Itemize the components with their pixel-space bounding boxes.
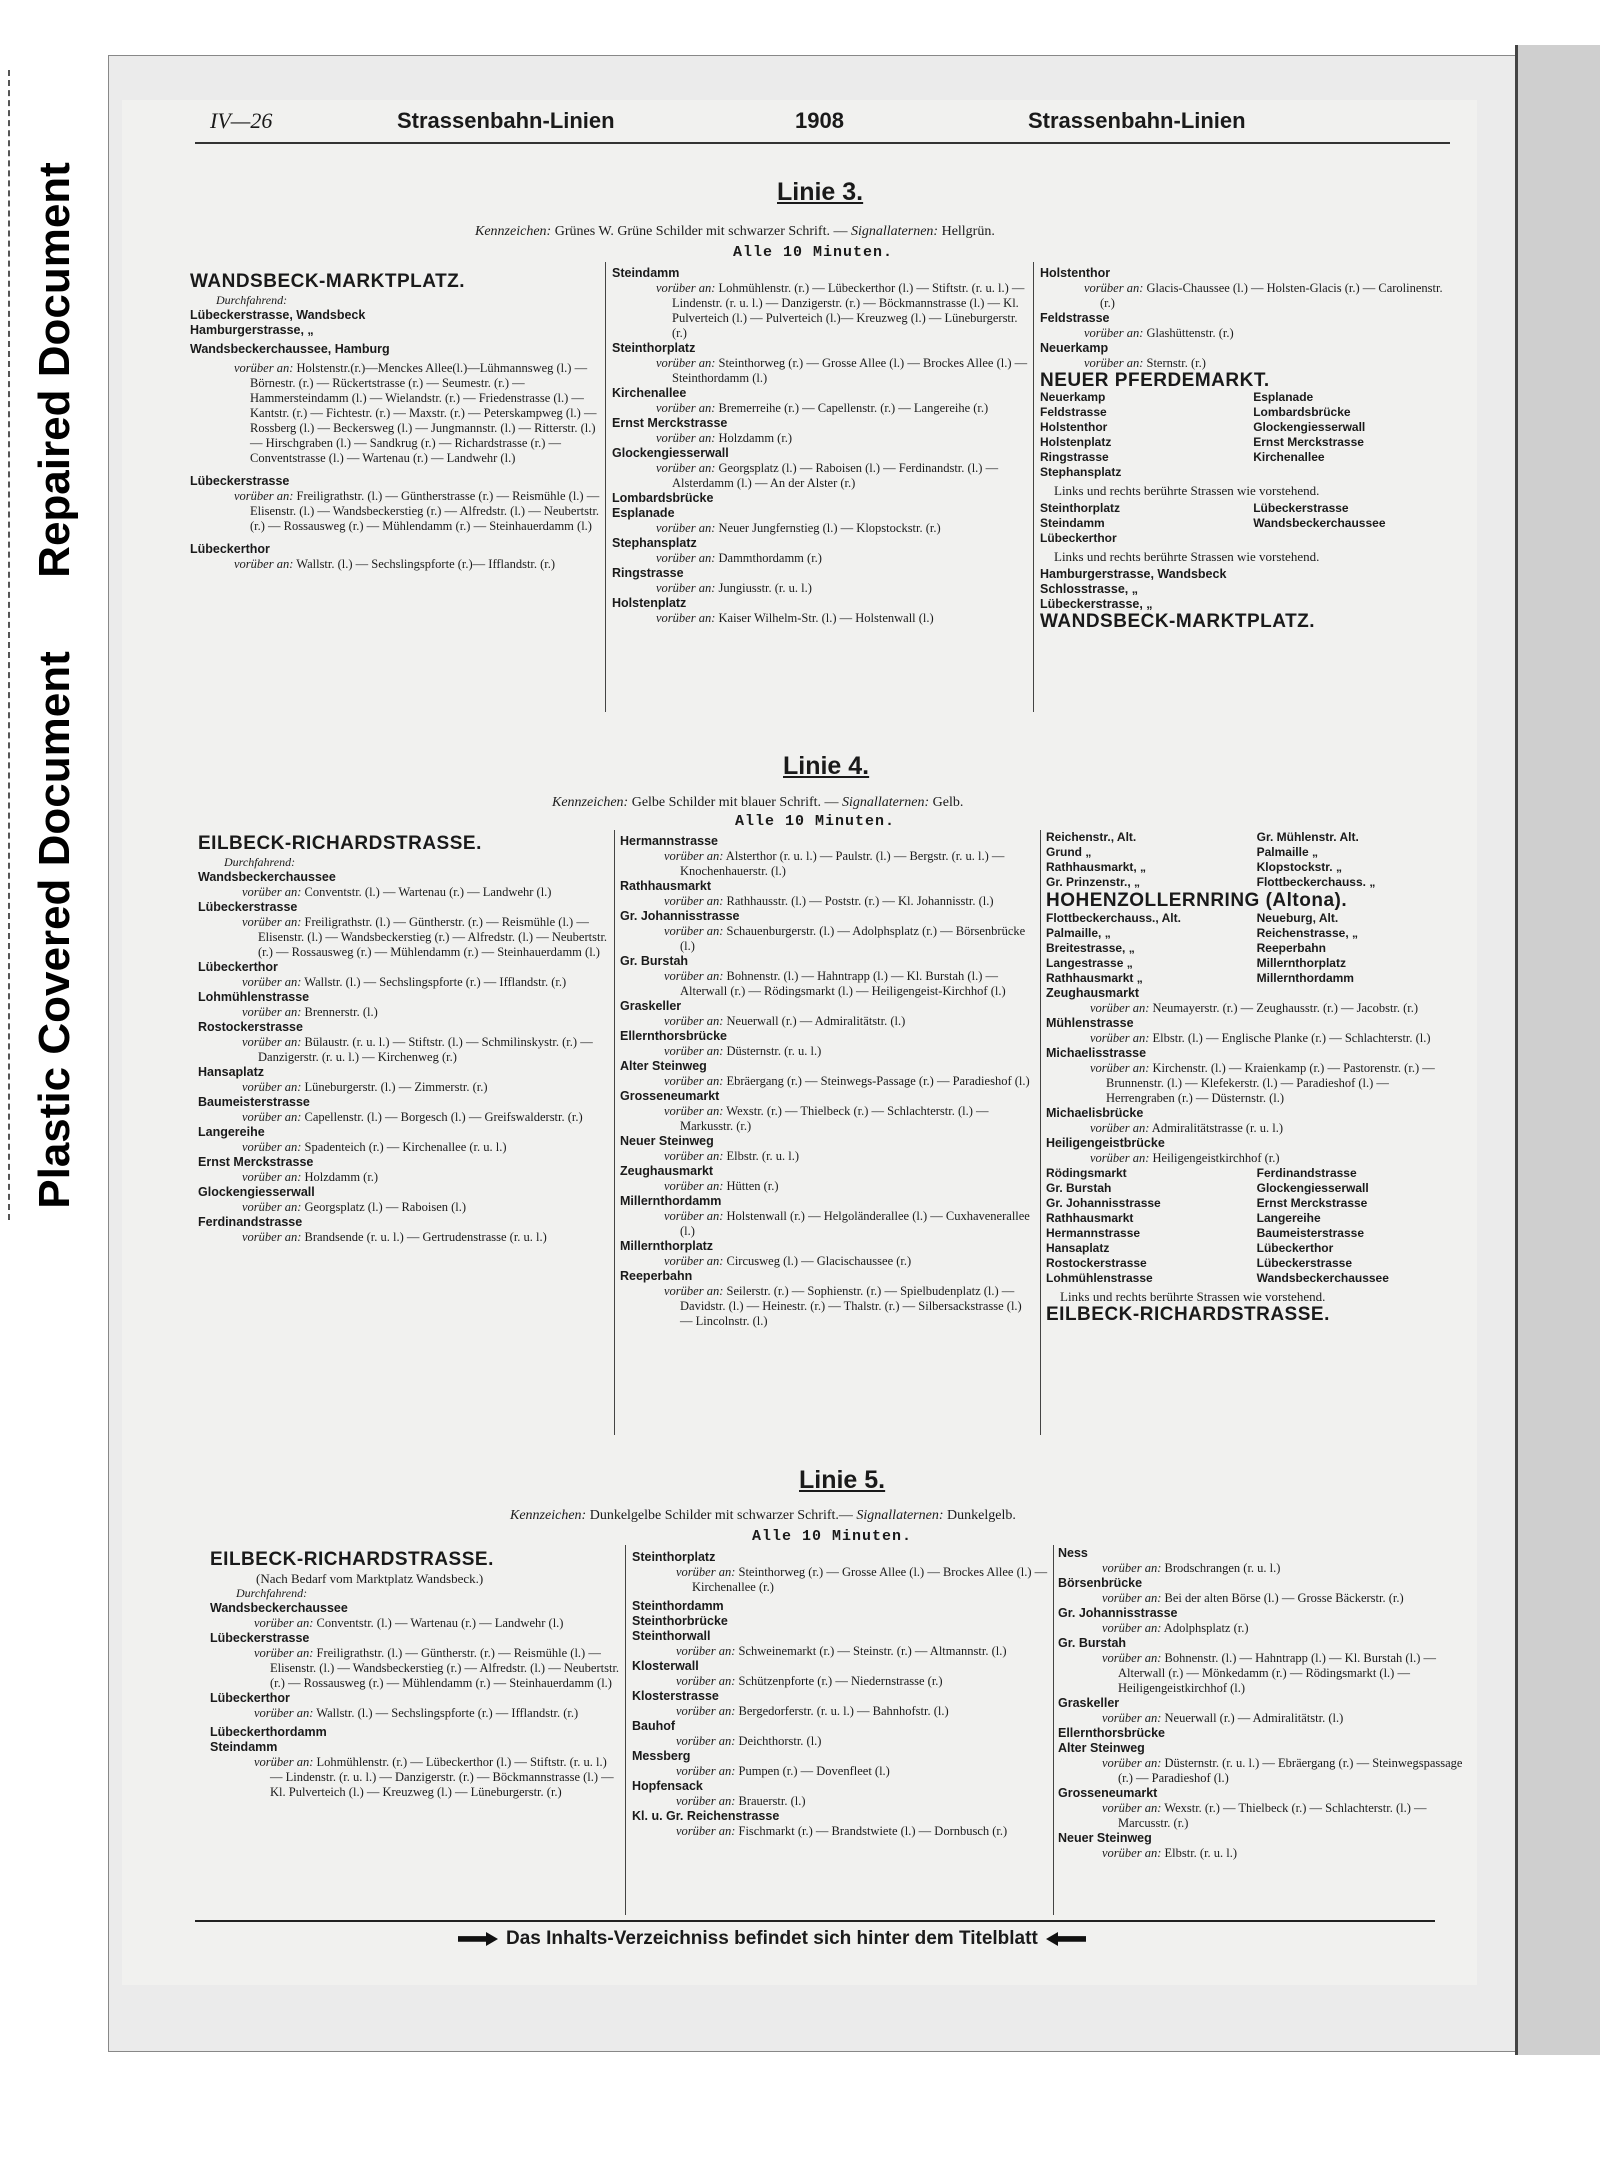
via-list: vorüber an: Wexstr. (r.) — Thielbeck (r.) — Schlachterstr. (l.) — Markusstr. (r.)	[664, 1104, 989, 1133]
linie3-col1	[190, 270, 600, 572]
stop: Steinthorplatz	[632, 1550, 716, 1564]
stop-pair-row	[1046, 1241, 1451, 1256]
via-list: vorüber an: Glashüttenstr. (r.)	[1084, 326, 1234, 340]
via-list: vorüber an: Freiligrathstr. (l.) — Güntherstr. (r.) — Reismühle (l.) — Elisenstr. (l.) — Wandsbeckerstieg (r.) — Alfredstr. (l.) — Neubertstr. (r.) — Rossausweg (r.) — Mühlendamm (r.) — Steinhauerdamm (l.)	[254, 1646, 620, 1690]
stop	[1253, 465, 1450, 480]
stop: Zeughausmarkt	[620, 1164, 714, 1178]
header-title-left: Strassenbahn-Linien	[397, 108, 615, 133]
column-rule	[1033, 262, 1034, 712]
via-list: vorüber an: Holzdamm (r.)	[656, 431, 793, 445]
stop: Graskeller	[620, 999, 682, 1013]
via-list: vorüber an: Holstenstr.(r.)—Menckes Allee(l.)—Lühmannsweg (l.) — Börnestr. (r.) — Rückertstrasse (r.) — Seumestr. (r.) — Hammersteindamm (l.) — Wielandstr. (r.) — Friedenstrasse (l.) — Kantstr. (r.) — Fichtestr. (r.) — Maxstr. (r.) — Peterskampweg (l.) — Rossberg (l.) — Beckersweg (l.) — Jungmannstr. (l.) — Ritterstr. (l.) — Hirschgraben (l.) — Sandkrug (r.) — Richardstrasse (r.) — Conventstrasse (l.) — Wartenau (r.) — Landwehr (l.)	[234, 361, 597, 465]
stop-pair-row	[1040, 450, 1450, 465]
via-list: vorüber an: Düsternstr. (r. u. l.)	[664, 1044, 822, 1058]
note: Links und rechts berührte Strassen wie vorstehend.	[1054, 549, 1320, 564]
stop: Lübeckerthor	[190, 542, 270, 556]
stop: Grosseneumarkt	[620, 1089, 720, 1103]
stop: Lombardsbrücke	[1253, 405, 1351, 419]
stop: Hamburgerstrasse, „	[190, 323, 314, 337]
stop: Millernthorplatz	[1256, 956, 1346, 970]
note: Links und rechts berührte Strassen wie vorstehend.	[1060, 1289, 1326, 1304]
stop: Klopstockstr. „	[1256, 860, 1342, 874]
stop-pair-row	[1046, 845, 1451, 860]
stop: Hopfensack	[632, 1779, 703, 1793]
via-list: vorüber an: Wexstr. (r.) — Thielbeck (r.) — Schlachterstr. (l.) — Marcusstr. (r.)	[1102, 1801, 1427, 1830]
page-edge	[1515, 45, 1600, 2055]
linie3-start: WANDSBECK-MARKTPLATZ.	[190, 271, 466, 292]
stop: Wandsbeckerchaussee	[1253, 516, 1386, 530]
stop: Millernthordamm	[1256, 971, 1354, 985]
stop: Klosterwall	[632, 1659, 699, 1673]
stop-pair-row	[1046, 875, 1451, 890]
stop-pair-row	[1040, 405, 1450, 420]
via-list: vorüber an: Brandsende (r. u. l.) — Gertrudenstrasse (r. u. l.)	[242, 1230, 547, 1244]
stop-pair-row	[1046, 1166, 1451, 1181]
stop: Holstenthor	[1040, 266, 1111, 280]
stop	[1253, 531, 1450, 546]
linie5-frequency: Alle 10 Minuten.	[752, 1528, 913, 1545]
column-rule	[614, 830, 615, 1435]
stop: Alter Steinweg	[1058, 1741, 1145, 1755]
pointing-hand-icon	[458, 1932, 498, 1946]
stop: Steindamm	[612, 266, 680, 280]
stop: Lübeckerthor	[1256, 1241, 1334, 1255]
via-list: vorüber an: Hütten (r.)	[664, 1179, 779, 1193]
stop: Lübeckerthor	[1040, 531, 1117, 545]
via-list: vorüber an: Brauerstr. (l.)	[676, 1794, 806, 1808]
stop: Feldstrasse	[1040, 311, 1110, 325]
stop: Heiligengeistbrücke	[1046, 1136, 1165, 1150]
stop-pairs	[1046, 1166, 1451, 1286]
stop: Wandsbeckerchaussee	[210, 1601, 348, 1615]
stop: Ness	[1058, 1546, 1088, 1560]
column-rule	[605, 262, 606, 712]
stop-pair-row	[1040, 465, 1450, 480]
via-list: vorüber an: Georgsplatz (l.) — Raboisen (l.)	[242, 1200, 467, 1214]
stop: Stephansplatz	[612, 536, 697, 550]
linie3-title: Linie 3.	[777, 178, 864, 206]
stop: Holstenthor	[1040, 420, 1108, 434]
stop: Rathhausmarkt, „	[1046, 860, 1147, 874]
durchfahrend-label: Durchfahrend:	[224, 855, 296, 869]
stop: Glockengiesserwall	[612, 446, 729, 460]
via-list: vorüber an: Schweinemarkt (r.) — Steinstr. (r.) — Altmannstr. (l.)	[676, 1644, 1007, 1658]
via-list: vorüber an: Steinthorweg (r.) — Grosse Allee (l.) — Brockes Allee (l.) — Steinthordamm (l.)	[656, 356, 1028, 385]
via-list: vorüber an: Ebräergang (r.) — Steinwegs-Passage (r.) — Paradieshof (l.)	[664, 1074, 1030, 1088]
stop: Ringstrasse	[612, 566, 684, 580]
via-list: vorüber an: Georgsplatz (l.) — Raboisen (l.) — Ferdinandstr. (l.) — Alsterdamm (l.) — An der Alster (r.)	[656, 461, 999, 490]
subtitle: (Nach Bedarf vom Marktplatz Wandsbeck.)	[256, 1571, 484, 1586]
linie5-col1	[210, 1548, 620, 1800]
via-list: vorüber an: Fischmarkt (r.) — Brandstwiete (l.) — Dornbusch (r.)	[676, 1824, 1008, 1838]
stop: Rathhausmarkt	[620, 879, 711, 893]
via-list: vorüber an: Schützenpforte (r.) — Niedernstrasse (r.)	[676, 1674, 943, 1688]
stop-pair-row	[1040, 516, 1450, 531]
stop: Schlosstrasse, „	[1040, 582, 1138, 596]
stop: Neuerkamp	[1040, 341, 1109, 355]
via-list: vorüber an: Elbstr. (r. u. l.)	[1102, 1846, 1238, 1860]
stop: Holstenplatz	[1040, 435, 1112, 449]
stop: Lübeckerstrasse	[210, 1631, 310, 1645]
stop-pair-row	[1040, 420, 1450, 435]
stop: Glockengiesserwall	[198, 1185, 315, 1199]
linie4-start: EILBECK-RICHARDSTRASSE.	[198, 833, 482, 854]
stop: Kirchenallee	[612, 386, 687, 400]
via-list: vorüber an: Schauenburgerstr. (l.) — Adolphsplatz (r.) — Börsenbrücke (l.)	[664, 924, 1026, 953]
linie3-col2	[612, 266, 1030, 626]
stop: Kirchenallee	[1253, 450, 1325, 464]
linie4-endpoint: HOHENZOLLERNRING (Altona).	[1046, 890, 1348, 911]
linie3-frequency: Alle 10 Minuten.	[733, 244, 894, 261]
stop: Ferdinandstrasse	[1256, 1166, 1357, 1180]
via-list: vorüber an: Sternstr. (r.)	[1084, 356, 1206, 370]
stop: Zeughausmarkt	[1046, 986, 1140, 1000]
via-list: vorüber an: Spadenteich (r.) — Kirchenallee (r. u. l.)	[242, 1140, 507, 1154]
stop: Glockengiesserwall	[1256, 1181, 1369, 1195]
stop: Baumeisterstrasse	[1256, 1226, 1365, 1240]
note: Links und rechts berührte Strassen wie vorstehend.	[1054, 483, 1320, 498]
stop: Grosseneumarkt	[1058, 1786, 1158, 1800]
stop-pair-row	[1046, 860, 1451, 875]
linie3-final: WANDSBECK-MARKTPLATZ.	[1040, 611, 1316, 632]
via-list: vorüber an: Alsterthor (r. u. l.) — Paulstr. (l.) — Bergstr. (r. u. l.) — Knochenhauerstr. (l.)	[664, 849, 1005, 878]
via-list: vorüber an: Bohnenstr. (l.) — Hahntrapp (l.) — Kl. Burstah (l.) — Alterwall (r.) — Rödingsmarkt (l.) — Heiligengeist-Kirchhof (l.)	[664, 969, 1006, 998]
stop: Gr. Burstah	[620, 954, 689, 968]
stop: Steinthorplatz	[1040, 501, 1120, 515]
stop: Steindamm	[1040, 516, 1105, 530]
stop: Flottbeckerchauss., Alt.	[1046, 911, 1181, 925]
stop: Esplanade	[1253, 390, 1314, 404]
footer-note	[450, 1928, 1094, 1950]
via-list: vorüber an: Düsternstr. (r. u. l.) — Ebräergang (r.) — Steinwegspassage (r.) — Paradieshof (l.)	[1102, 1756, 1463, 1785]
stop: Neuer Steinweg	[1058, 1831, 1152, 1845]
stop: Graskeller	[1058, 1696, 1120, 1710]
stop: Langestrasse „	[1046, 956, 1133, 970]
stop-pair-row	[1046, 1226, 1451, 1241]
via-list: vorüber an: Admiralitätstrasse (r. u. l.)	[1090, 1121, 1284, 1135]
column-rule	[1053, 1545, 1054, 1915]
stop: Langereihe	[1256, 1211, 1321, 1225]
linie4-col1	[198, 832, 610, 1245]
stop: Feldstrasse	[1040, 405, 1107, 419]
stop-pairs	[1040, 390, 1450, 480]
via-list: vorüber an: Circusweg (l.) — Glacischaussee (r.)	[664, 1254, 912, 1268]
stop: Millernthordamm	[620, 1194, 722, 1208]
linie4-col2	[620, 834, 1036, 1329]
via-list: vorüber an: Pumpen (r.) — Dovenfleet (l.)	[676, 1764, 890, 1778]
repaired-document-label: Repaired Document	[30, 162, 80, 578]
stop: Baumeisterstrasse	[198, 1095, 310, 1109]
via-list: vorüber an: Wallstr. (l.) — Sechslingspforte (r.)— Ifflandstr. (r.)	[234, 557, 556, 571]
stop: Steinthorplatz	[612, 341, 696, 355]
via-list: vorüber an: Brodschrangen (r. u. l.)	[1102, 1561, 1281, 1575]
stop: Neuer Steinweg	[620, 1134, 714, 1148]
stop-pair-row	[1040, 501, 1450, 516]
header-rule	[195, 142, 1450, 144]
stop: Reichenstrasse, „	[1256, 926, 1358, 940]
via-list: vorüber an: Seilerstr. (r.) — Sophienstr. (r.) — Spielbudenplatz (l.) — Davidstr. (l.) — Heinestr. (r.) — Thalstr. (r.) — Silbersackstrasse (l.) — Lincolnstr. (l.)	[664, 1284, 1022, 1328]
pointing-hand-icon	[1046, 1932, 1086, 1946]
stop: Ellernthorsbrücke	[1058, 1726, 1165, 1740]
stop: Palmaille, „	[1046, 926, 1111, 940]
linie5-start: EILBECK-RICHARDSTRASSE.	[210, 1549, 494, 1570]
via-list: vorüber an: Capellenstr. (l.) — Borgesch (l.) — Greifswalderstr. (r.)	[242, 1110, 583, 1124]
via-list: vorüber an: Holstenwall (r.) — Helgoländerallee (l.) — Cuxhavenerallee (l.)	[664, 1209, 1030, 1238]
via-list: vorüber an: Kirchenstr. (l.) — Kraienkamp (r.) — Pastorenstr. (r.) — Brunnenstr. (l.) — Klefekerstr. (l.) — Paradieshof (l.) — Herrengraben (r.) — Düsternstr. (l.)	[1090, 1061, 1435, 1105]
header-title-right: Strassenbahn-Linien	[1028, 108, 1246, 133]
stop: Ernst Merckstrasse	[198, 1155, 314, 1169]
stop: Reeperbahn	[620, 1269, 693, 1283]
page-number: IV—26	[210, 108, 273, 133]
stop: Gr. Johannisstrasse	[1046, 1196, 1161, 1210]
stop: Ellernthorsbrücke	[620, 1029, 727, 1043]
stop-pair-row	[1046, 956, 1451, 971]
stop-pair-row	[1046, 1196, 1451, 1211]
stop-pair-row	[1046, 1211, 1451, 1226]
stop: Lohmühlenstrasse	[1046, 1271, 1153, 1285]
stop-pair-row	[1046, 941, 1451, 956]
stop: Grund „	[1046, 845, 1092, 859]
via-list: vorüber an: Lohmühlenstr. (r.) — Lübeckerthor (l.) — Stiftstr. (r. u. l.) — Lindenstr. (r. u. l.) — Danzigerstr. (r.) — Böckmannstrasse (l.) — Kl. Pulverteich (l.) — Kreuzweg (l.) — Lüneburgerstr. (r.)	[254, 1755, 614, 1799]
via-list: vorüber an: Bülaustr. (r. u. l.) — Stiftstr. (l.) — Schmilinskystr. (r.) — Danzigerstr. (r. u. l.) — Kirchenweg (r.)	[242, 1035, 593, 1064]
stop: Ernst Merckstrasse	[1256, 1196, 1368, 1210]
via-list: vorüber an: Bremerreihe (r.) — Capellenstr. (r.) — Langereihe (r.)	[656, 401, 989, 415]
stop: Ernst Merckstrasse	[1253, 435, 1364, 449]
via-list: vorüber an: Neumayerstr. (r.) — Zeughausstr. (r.) — Jacobstr. (r.)	[1090, 1001, 1419, 1015]
stop: Gr. Johannisstrasse	[620, 909, 740, 923]
stop-pair-row	[1046, 911, 1451, 926]
linie5-kennzeichen: Kennzeichen: Dunkelgelbe Schilder mit schwarzer Schrift.— Signallaternen: Dunkelgelb.	[510, 1508, 1016, 1523]
stop: Gr. Burstah	[1046, 1181, 1112, 1195]
stop: Ernst Merckstrasse	[612, 416, 728, 430]
via-list: vorüber an: Rathhausstr. (l.) — Poststr. (r.) — Kl. Johannisstr. (l.)	[664, 894, 994, 908]
column-rule	[625, 1545, 626, 1915]
linie4-kennzeichen: Kennzeichen: Gelbe Schilder mit blauer Schrift. — Signallaternen: Gelb.	[552, 795, 964, 810]
via-list: vorüber an: Conventstr. (l.) — Wartenau (r.) — Landwehr (l.)	[254, 1616, 564, 1630]
stop: Messberg	[632, 1749, 691, 1763]
linie3-endpoint: NEUER PFERDEMARKT.	[1040, 370, 1270, 391]
linie4-title: Linie 4.	[783, 752, 870, 780]
stop-pair-row	[1046, 926, 1451, 941]
linie4-col3	[1046, 830, 1451, 1324]
stop: Flottbeckerchauss. „	[1256, 875, 1376, 889]
linie3-col3	[1040, 266, 1450, 631]
via-list: vorüber an: Wallstr. (l.) — Sechslingspforte (r.) — Ifflandstr. (r.)	[242, 975, 567, 989]
stop: Rostockerstrasse	[198, 1020, 303, 1034]
stop: Bauhof	[632, 1719, 676, 1733]
stop: Gr. Prinzenstr., „	[1046, 875, 1141, 889]
stop: Rathhausmarkt	[1046, 1211, 1134, 1225]
stop: Rathhausmarkt „	[1046, 971, 1143, 985]
via-list: vorüber an: Glacis-Chaussee (l.) — Holsten-Glacis (r.) — Carolinenstr. (r.)	[1084, 281, 1443, 310]
stop: Holstenplatz	[612, 596, 687, 610]
stop-pair-row	[1046, 1256, 1451, 1271]
via-list: vorüber an: Bei der alten Börse (l.) — Grosse Bäckerstr. (r.)	[1102, 1591, 1404, 1605]
stop: Rödingsmarkt	[1046, 1166, 1127, 1180]
via-list: vorüber an: Freiligrathstr. (l.) — Güntherstr. (r.) — Reismühle (l.) — Elisenstr. (l.) — Wandsbeckerstieg (r.) — Alfredstr. (l.) — Neubertstr. (r.) — Rossausweg (r.) — Mühlendamm (r.) — Steinhauerdamm (l.)	[242, 915, 608, 959]
via-list: vorüber an: Lüneburgerstr. (l.) — Zimmerstr. (r.)	[242, 1080, 488, 1094]
stop: Stephansplatz	[1040, 465, 1122, 479]
via-list: vorüber an: Adolphsplatz (r.)	[1102, 1621, 1249, 1635]
via-list: vorüber an: Elbstr. (r. u. l.)	[664, 1149, 800, 1163]
stop-pair-row	[1046, 1271, 1451, 1286]
stop: Gr. Burstah	[1058, 1636, 1127, 1650]
stop: Reichenstr., Alt.	[1046, 830, 1137, 844]
stop: Gr. Johannisstrasse	[1058, 1606, 1178, 1620]
stop: Rostockerstrasse	[1046, 1256, 1147, 1270]
linie5-col3	[1058, 1546, 1470, 1861]
stop-pairs	[1046, 830, 1451, 890]
stop-pair-row	[1040, 531, 1450, 546]
stop-pair-row	[1046, 830, 1451, 845]
stop: Langereihe	[198, 1125, 265, 1139]
stop-pair-row	[1046, 971, 1451, 986]
column-rule	[1040, 830, 1041, 1435]
stop-pairs	[1046, 911, 1451, 986]
stop: Reeperbahn	[1256, 941, 1326, 955]
stop: Klosterstrasse	[632, 1689, 719, 1703]
stop: Glockengiesserwall	[1253, 420, 1366, 434]
stop-pair-row	[1040, 390, 1450, 405]
via-list: vorüber an: Kaiser Wilhelm-Str. (l.) — Holstenwall (l.)	[656, 611, 934, 625]
via-list: vorüber an: Steinthorweg (r.) — Grosse Allee (l.) — Brockes Allee (l.) — Kirchenallee (r.)	[676, 1565, 1048, 1594]
stop-pairs	[1040, 501, 1450, 546]
stop: Breitestrasse, „	[1046, 941, 1135, 955]
linie3-kennzeichen: Kennzeichen: Grünes W. Grüne Schilder mit schwarzer Schrift. — Signallaternen: Hellgrün.	[475, 224, 995, 239]
via-list: vorüber an: Brennerstr. (l.)	[242, 1005, 378, 1019]
footer-rule	[195, 1920, 1435, 1922]
stop: Lübeckerthor	[198, 960, 278, 974]
stop: Börsenbrücke	[1058, 1576, 1143, 1590]
plastic-covered-label: Plastic Covered Document	[30, 651, 79, 1209]
stop: Hansaplatz	[1046, 1241, 1110, 1255]
stop: Lübeckerstrasse	[198, 900, 298, 914]
via-list: vorüber an: Deichthorstr. (l.)	[676, 1734, 822, 1748]
header-year: 1908	[795, 108, 844, 133]
stop: Ferdinandstrasse	[198, 1215, 303, 1229]
stop: Alter Steinweg	[620, 1059, 707, 1073]
stop: Hermannstrasse	[1046, 1226, 1141, 1240]
stop: Mühlenstrasse	[1046, 1016, 1134, 1030]
stop: Michaelisbrücke	[1046, 1106, 1144, 1120]
via-list: vorüber an: Wallstr. (l.) — Sechslingspforte (r.) — Ifflandstr. (r.)	[254, 1706, 579, 1720]
stop: Steinthordamm	[632, 1599, 724, 1613]
stop-pair-row	[1046, 1181, 1451, 1196]
via-list: vorüber an: Holzdamm (r.)	[242, 1170, 379, 1184]
via-list: vorüber an: Bohnenstr. (l.) — Hahntrapp (l.) — Kl. Burstah (l.) — Alterwall (r.) — Mönkedamm (r.) — Rödingsmarkt (l.) — Heiligengeistkirchhof (l.)	[1102, 1651, 1436, 1695]
via-list: vorüber an: Neuerwall (r.) — Admiralitätstr. (l.)	[664, 1014, 906, 1028]
stop: Wandsbeckerchaussee, Hamburg	[190, 342, 390, 356]
via-list: vorüber an: Lohmühlenstr. (r.) — Lübeckerthor (l.) — Stiftstr. (r. u. l.) — Lindenstr. (r. u. l.) — Danzigerstr. (r.) — Böckmannstrasse (l.) — Kl. Pulverteich (l.) — Pulverteich (l.)— Kreuzweg (l.) — Lüneburgerstr. (r.)	[656, 281, 1025, 340]
stop: Palmaille „	[1256, 845, 1318, 859]
stop: Millernthorplatz	[620, 1239, 714, 1253]
stop: Kl. u. Gr. Reichenstrasse	[632, 1809, 780, 1823]
via-list: vorüber an: Neuerwall (r.) — Admiralitätstr. (l.)	[1102, 1711, 1344, 1725]
via-list: vorüber an: Conventstr. (l.) — Wartenau (r.) — Landwehr (l.)	[242, 885, 552, 899]
via-list: vorüber an: Dammthordamm (r.)	[656, 551, 822, 565]
via-list: vorüber an: Heiligengeistkirchhof (r.)	[1090, 1151, 1280, 1165]
stop: Lombardsbrücke	[612, 491, 714, 505]
stop-pair-row	[1040, 435, 1450, 450]
stop: Lübeckerthor	[210, 1691, 290, 1705]
stop: Wandsbeckerchaussee	[198, 870, 336, 884]
stop: Lübeckerstrasse	[190, 474, 290, 488]
stop: Lohmühlenstrasse	[198, 990, 310, 1004]
stop: Neueburg, Alt.	[1256, 911, 1339, 925]
stop: Steindamm	[210, 1740, 278, 1754]
durchfahrend-label: Durchfahrend:	[236, 1586, 308, 1600]
stop: Ringstrasse	[1040, 450, 1109, 464]
linie4-final: EILBECK-RICHARDSTRASSE.	[1046, 1304, 1330, 1325]
stop: Wandsbeckerchaussee	[1256, 1271, 1389, 1285]
stop: Lübeckerthordamm	[210, 1725, 327, 1739]
stop: Lübeckerstrasse	[1256, 1256, 1352, 1270]
linie4-frequency: Alle 10 Minuten.	[735, 813, 896, 830]
footer-text: Das Inhalts-Verzeichniss befindet sich hinter dem Titelblatt	[506, 1928, 1038, 1949]
linie5-col2	[632, 1550, 1048, 1839]
stop: Michaelisstrasse	[1046, 1046, 1147, 1060]
stop: Gr. Mühlenstr. Alt.	[1256, 830, 1359, 844]
linie5-title: Linie 5.	[799, 1466, 886, 1494]
stop: Esplanade	[612, 506, 675, 520]
stop: Hansaplatz	[198, 1065, 264, 1079]
stop: Steinthorwall	[632, 1629, 711, 1643]
via-list: vorüber an: Freiligrathstr. (l.) — Güntherstrasse (r.) — Reismühle (l.) — Elisenstr. (l.) — Wandsbeckerstieg (r.) — Alfredstr. (l.) — Neubertstr. (r.) — Rossausweg (r.) — Mühlendamm (r.) — Steinhauerdamm (l.)	[234, 489, 600, 533]
via-list: vorüber an: Jungiusstr. (r. u. l.)	[656, 581, 812, 595]
stop: Hermannstrasse	[620, 834, 718, 848]
via-list: vorüber an: Neuer Jungfernstieg (l.) — Klopstockstr. (r.)	[656, 521, 941, 535]
stop: Steinthorbrücke	[632, 1614, 728, 1628]
via-list: vorüber an: Bergedorferstr. (r. u. l.) — Bahnhofstr. (l.)	[676, 1704, 949, 1718]
stop: Lübeckerstrasse	[1253, 501, 1349, 515]
via-list: vorüber an: Elbstr. (l.) — Englische Planke (r.) — Schlachterstr. (l.)	[1090, 1031, 1431, 1045]
stop: Neuerkamp	[1040, 390, 1106, 404]
durchfahrend-label: Durchfahrend:	[216, 293, 288, 307]
stop: Hamburgerstrasse, Wandsbeck	[1040, 567, 1227, 581]
stop: Lübeckerstrasse, Wandsbeck	[190, 308, 366, 322]
stop: Lübeckerstrasse, „	[1040, 597, 1153, 611]
